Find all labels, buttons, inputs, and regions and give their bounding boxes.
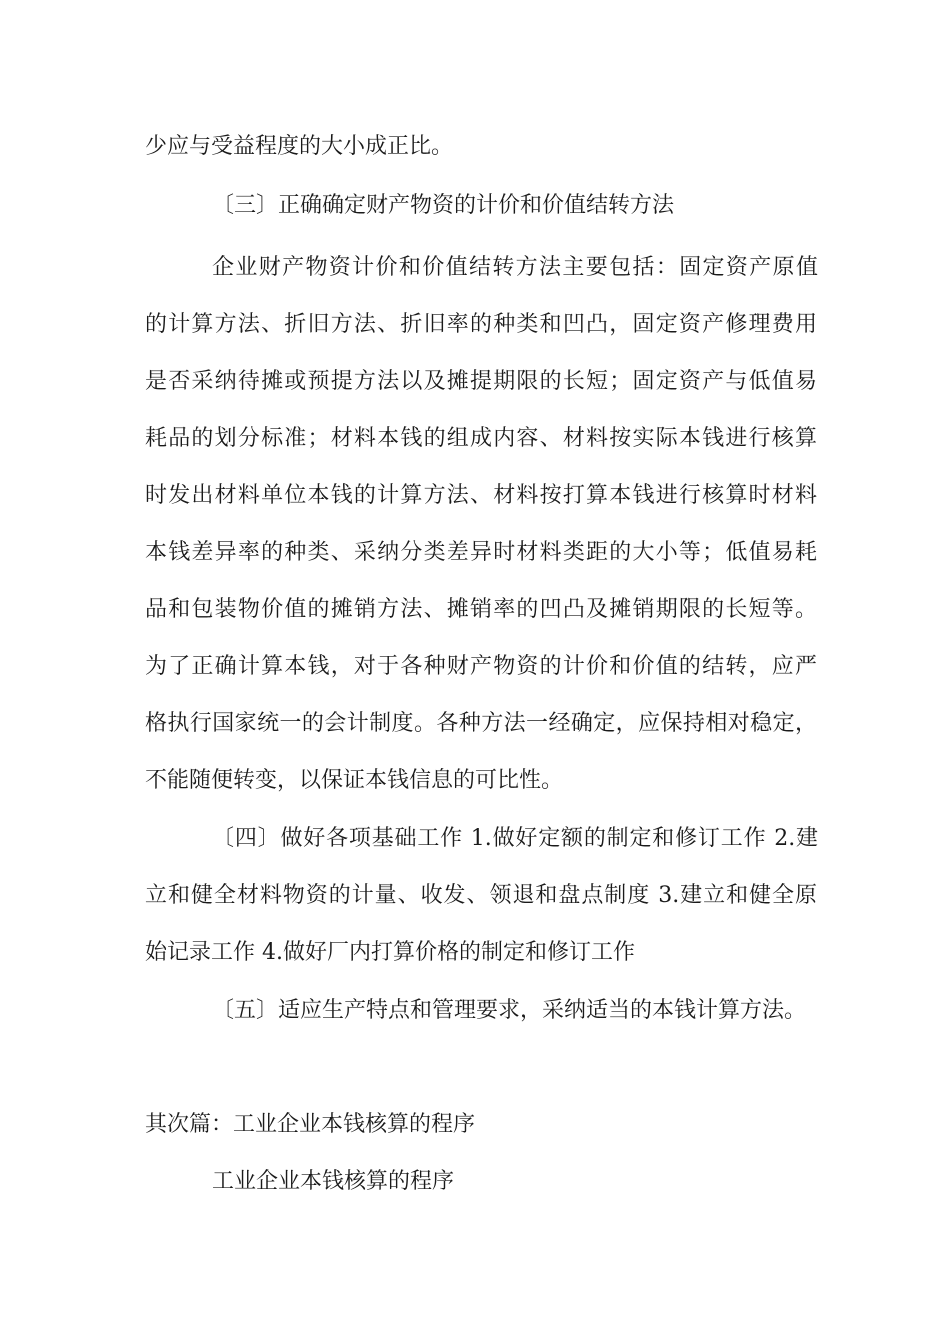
- section-heading-3: 〔三〕正确确定财产物资的计价和价值结转方法: [212, 193, 675, 218]
- text-line: 本钱差异率的种类、采纳分类差异时材料类距的大小等；低值易耗: [145, 540, 817, 565]
- text-line: 的计算方法、折旧方法、折旧率的种类和凹凸，固定资产修理费用: [145, 312, 817, 337]
- text-line: 不能随便转变，以保证本钱信息的可比性。: [145, 768, 564, 793]
- text-line: 耗品的划分标准；材料本钱的组成内容、材料按实际本钱进行核算: [145, 426, 817, 451]
- text-line: 企业财产物资计价和价值结转方法主要包括：固定资产原值: [212, 255, 818, 280]
- chapter-title: 其次篇：工业企业本钱核算的程序: [145, 1112, 476, 1137]
- text-line: 时发出材料单位本钱的计算方法、材料按打算本钱进行核算时材料: [145, 483, 817, 508]
- text-line: 是否采纳待摊或预提方法以及摊提期限的长短；固定资产与低值易: [145, 369, 817, 394]
- text-line: 立和健全材料物资的计量、收发、领退和盘点制度 3.建立和健全原: [145, 883, 817, 908]
- text-line: 品和包装物价值的摊销方法、摊销率的凹凸及摊销期限的长短等。: [145, 597, 817, 622]
- text-line: 少应与受益程度的大小成正比。: [145, 134, 454, 159]
- text-line: 始记录工作 4.做好厂内打算价格的制定和修订工作: [145, 940, 635, 965]
- section-title: 工业企业本钱核算的程序: [212, 1169, 455, 1194]
- section-heading-5: 〔五〕适应生产特点和管理要求，采纳适当的本钱计算方法。: [212, 998, 807, 1023]
- section-heading-4: 〔四〕做好各项基础工作 1.做好定额的制定和修订工作 2.建: [212, 826, 818, 851]
- text-line: 格执行国家统一的会计制度。各种方法一经确定，应保持相对稳定，: [145, 711, 817, 736]
- text-line: 为了正确计算本钱，对于各种财产物资的计价和价值的结转，应严: [145, 654, 817, 679]
